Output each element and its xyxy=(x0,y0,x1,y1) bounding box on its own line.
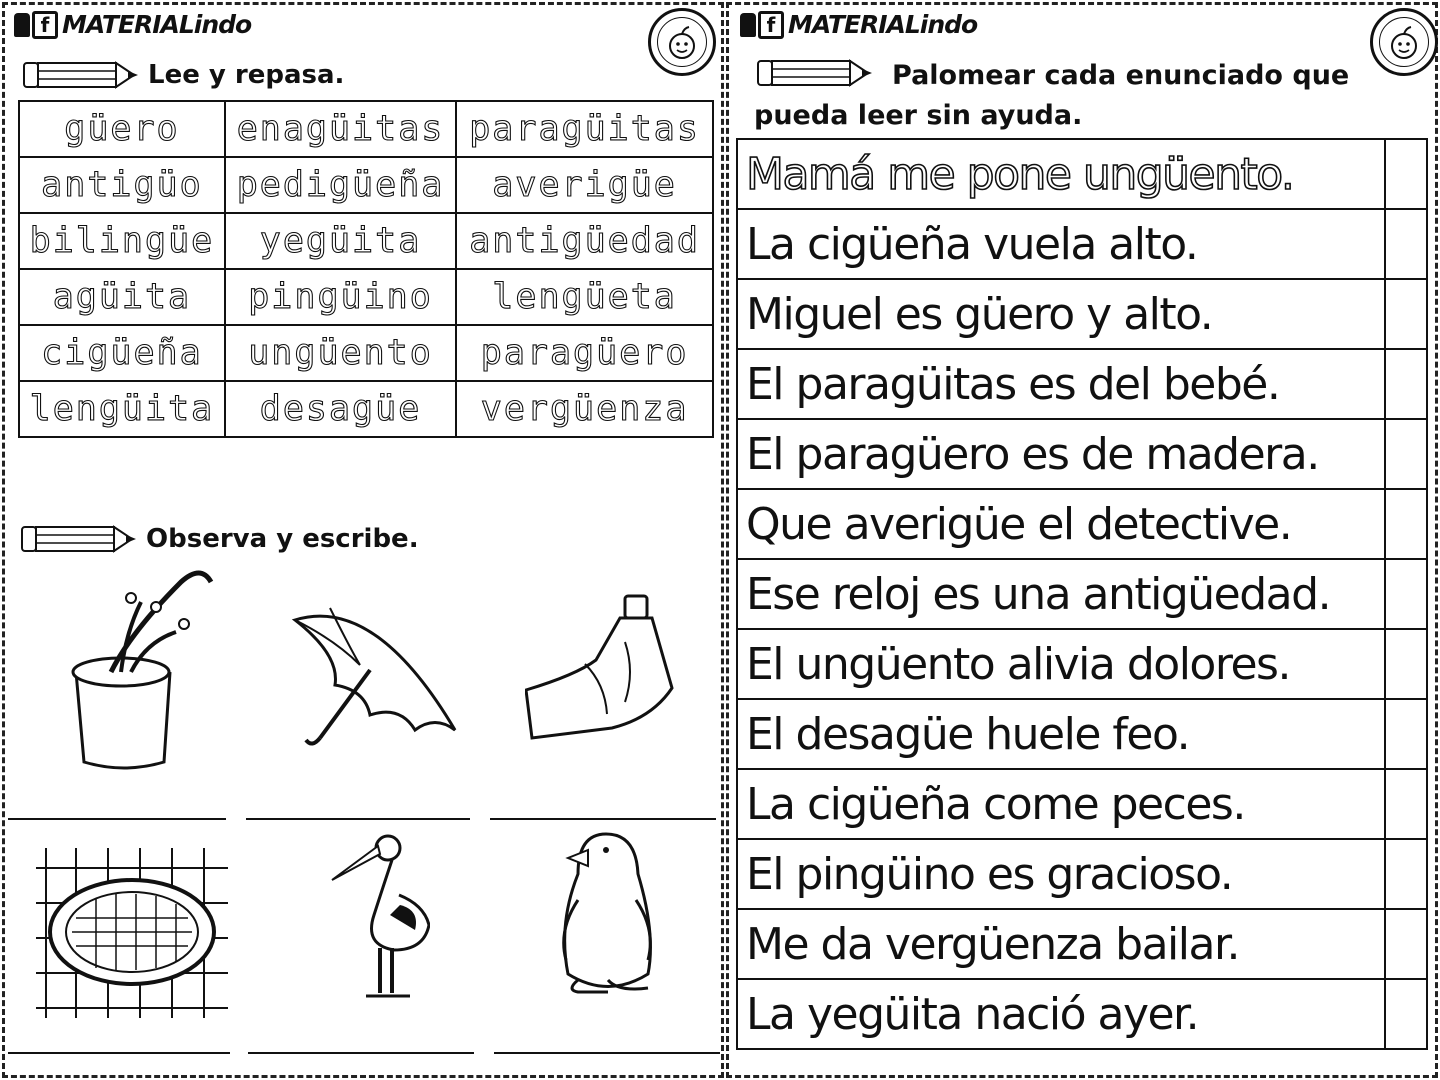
checkbox-cell[interactable] xyxy=(1385,139,1427,209)
word-cell: antigüedad xyxy=(456,213,713,269)
instruction-text: Palomear cada enunciado que pueda leer sin ayuda. xyxy=(754,60,1350,131)
word-cell: pingüino xyxy=(225,269,456,325)
like-icon xyxy=(14,13,30,37)
word-cell: lengüeta xyxy=(456,269,713,325)
facebook-icon: f xyxy=(758,11,784,39)
sentence-text: Que averigüe el detective. xyxy=(737,489,1385,559)
umbrella-stand-icon xyxy=(56,562,226,772)
sentence-row xyxy=(737,839,1427,909)
word-cell: bilingüe xyxy=(19,213,225,269)
checkbox-cell[interactable] xyxy=(1385,979,1427,1049)
word-cell: agüita xyxy=(19,269,225,325)
word-cell: averigüe xyxy=(456,157,713,213)
pencil-icon xyxy=(22,58,140,92)
word-cell: paragüero xyxy=(456,325,713,381)
word-cell: yegüita xyxy=(225,213,456,269)
sentence-text: El desagüe huele feo. xyxy=(737,699,1385,769)
brand-header xyxy=(14,10,251,39)
sentence-text: La cigüeña come peces. xyxy=(737,769,1385,839)
section2-title: Observa y escribe. xyxy=(146,524,419,554)
sentence-row xyxy=(737,629,1427,699)
umbrella-icon xyxy=(290,600,465,750)
brand-header xyxy=(740,10,977,39)
checkbox-cell[interactable] xyxy=(1385,349,1427,419)
sentence-row xyxy=(737,489,1427,559)
apple-logo-icon xyxy=(648,8,716,76)
checkbox-cell[interactable] xyxy=(1385,489,1427,559)
drain-cover-icon xyxy=(36,848,228,1018)
like-icon xyxy=(740,13,756,37)
apple-logo-icon xyxy=(1370,8,1438,76)
checkbox-cell[interactable] xyxy=(1385,699,1427,769)
sentence-row xyxy=(737,909,1427,979)
checkbox-cell[interactable] xyxy=(1385,559,1427,629)
word-cell: pedigüeña xyxy=(225,157,456,213)
answer-line xyxy=(248,1052,474,1054)
word-cell: cigüeña xyxy=(19,325,225,381)
sentence-row xyxy=(737,559,1427,629)
ointment-tube-icon xyxy=(525,592,685,752)
checkbox-cell[interactable] xyxy=(1385,629,1427,699)
checkbox-cell[interactable] xyxy=(1385,209,1427,279)
sentence-row xyxy=(737,279,1427,349)
sentence-text: El paragüitas es del bebé. xyxy=(737,349,1385,419)
sentence-text: Ese reloj es una antigüedad. xyxy=(737,559,1385,629)
sentence-row xyxy=(737,209,1427,279)
word-cell: paragüitas xyxy=(456,101,713,157)
sentence-row xyxy=(737,979,1427,1049)
checkbox-cell[interactable] xyxy=(1385,839,1427,909)
checkbox-cell[interactable] xyxy=(1385,279,1427,349)
answer-line xyxy=(8,1052,230,1054)
word-cell: güero xyxy=(19,101,225,157)
word-cell: desagüe xyxy=(225,381,456,437)
answer-line xyxy=(494,1052,720,1054)
sentence-text: Miguel es güero y alto. xyxy=(737,279,1385,349)
section1-title: Lee y repasa. xyxy=(148,60,345,90)
sentence-text: El ungüento alivia dolores. xyxy=(737,629,1385,699)
word-cell: lengüita xyxy=(19,381,225,437)
sentence-text: El paragüero es de madera. xyxy=(737,419,1385,489)
section-read-trace-heading xyxy=(22,58,344,92)
word-cell: ungüento xyxy=(225,325,456,381)
word-cell: enagüitas xyxy=(225,101,456,157)
facebook-icon: f xyxy=(32,11,58,39)
word-cell: vergüenza xyxy=(456,381,713,437)
answer-line xyxy=(8,818,226,820)
section-observe-write-heading xyxy=(20,522,419,556)
word-cell: antigüo xyxy=(19,157,225,213)
sentence-row xyxy=(737,419,1427,489)
pencil-icon xyxy=(20,522,138,556)
checkbox-cell[interactable] xyxy=(1385,419,1427,489)
reading-checklist-table xyxy=(736,138,1428,1050)
stork-icon xyxy=(330,830,430,1005)
tracing-word-table xyxy=(18,100,714,438)
answer-line xyxy=(246,818,470,820)
sentence-row xyxy=(737,349,1427,419)
sentence-row xyxy=(737,699,1427,769)
sentence-text: Mamá me pone ungüento. xyxy=(737,139,1385,209)
brand-name: MATERIALindo xyxy=(788,10,978,39)
brand-name: MATERIALindo xyxy=(62,10,252,39)
sentence-text: El pingüino es gracioso. xyxy=(737,839,1385,909)
sentence-text: La cigüeña vuela alto. xyxy=(737,209,1385,279)
penguin-icon xyxy=(548,830,663,1000)
sentence-text: La yegüita nació ayer. xyxy=(737,979,1385,1049)
checkbox-cell[interactable] xyxy=(1385,769,1427,839)
sentence-row xyxy=(737,769,1427,839)
checkbox-cell[interactable] xyxy=(1385,909,1427,979)
answer-line xyxy=(490,818,716,820)
sentence-row xyxy=(737,139,1427,209)
sentence-text: Me da vergüenza bailar. xyxy=(737,909,1385,979)
